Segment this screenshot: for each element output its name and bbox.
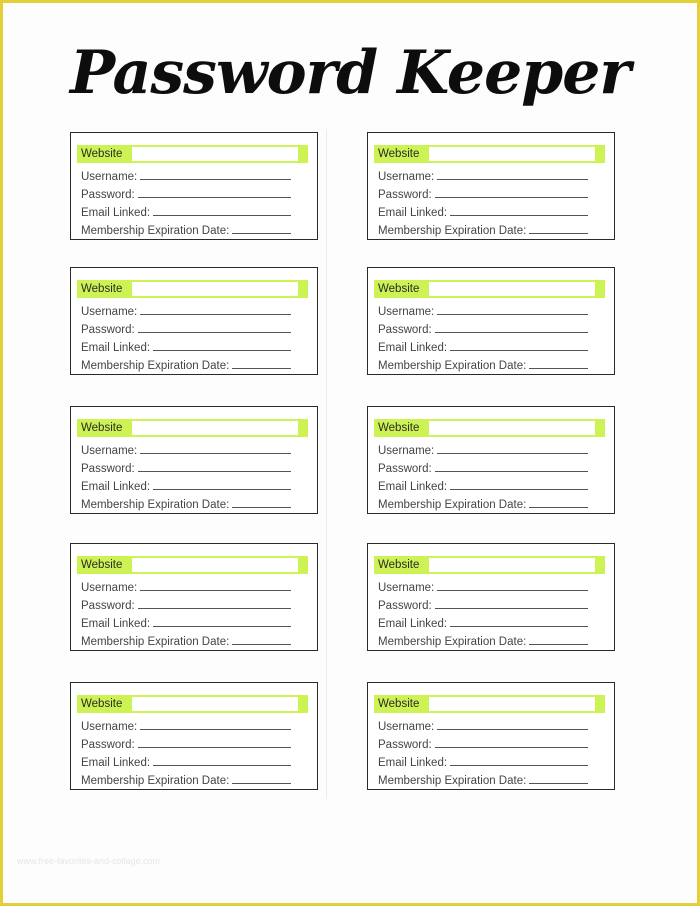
expiration-label: Membership Expiration Date: xyxy=(378,225,527,237)
website-label: Website xyxy=(81,148,123,160)
email-row xyxy=(378,477,588,493)
expiration-row xyxy=(378,356,588,372)
email-label: Email Linked: xyxy=(378,757,448,769)
password-row xyxy=(81,596,291,612)
password-card xyxy=(70,543,318,651)
email-line[interactable] xyxy=(153,765,291,766)
username-line[interactable] xyxy=(140,453,291,454)
password-line[interactable] xyxy=(435,747,588,748)
email-row xyxy=(378,614,588,630)
expiration-line[interactable] xyxy=(529,644,588,645)
email-line[interactable] xyxy=(153,489,291,490)
website-field[interactable] xyxy=(429,147,595,161)
page-title: Password Keeper xyxy=(70,38,630,108)
password-card xyxy=(70,267,318,375)
password-label: Password: xyxy=(378,600,432,612)
website-label: Website xyxy=(81,698,123,710)
password-line[interactable] xyxy=(138,332,291,333)
password-row xyxy=(81,185,291,201)
column-divider xyxy=(326,129,327,799)
email-label: Email Linked: xyxy=(81,207,151,219)
expiration-line[interactable] xyxy=(232,368,291,369)
email-label: Email Linked: xyxy=(378,207,448,219)
expiration-label: Membership Expiration Date: xyxy=(81,360,230,372)
website-label: Website xyxy=(378,148,420,160)
email-label: Email Linked: xyxy=(378,481,448,493)
expiration-label: Membership Expiration Date: xyxy=(378,775,527,787)
password-line[interactable] xyxy=(138,747,291,748)
password-line[interactable] xyxy=(435,608,588,609)
website-bar xyxy=(374,419,605,437)
password-label: Password: xyxy=(81,324,135,336)
website-bar xyxy=(77,419,308,437)
website-bar xyxy=(374,695,605,713)
email-line[interactable] xyxy=(450,626,588,627)
expiration-row xyxy=(81,495,291,511)
email-label: Email Linked: xyxy=(81,618,151,630)
password-card xyxy=(367,267,615,375)
expiration-row xyxy=(378,632,588,648)
username-row xyxy=(378,167,588,183)
username-label: Username: xyxy=(378,171,435,183)
expiration-label: Membership Expiration Date: xyxy=(81,636,230,648)
username-label: Username: xyxy=(81,582,138,594)
expiration-row xyxy=(378,771,588,787)
website-field[interactable] xyxy=(429,697,595,711)
website-field[interactable] xyxy=(132,147,298,161)
password-label: Password: xyxy=(378,739,432,751)
email-row xyxy=(81,203,291,219)
password-line[interactable] xyxy=(435,471,588,472)
website-label: Website xyxy=(378,283,420,295)
username-label: Username: xyxy=(81,306,138,318)
expiration-line[interactable] xyxy=(232,507,291,508)
username-row xyxy=(81,578,291,594)
expiration-row xyxy=(81,771,291,787)
password-line[interactable] xyxy=(435,197,588,198)
username-line[interactable] xyxy=(437,590,588,591)
website-bar xyxy=(77,695,308,713)
username-label: Username: xyxy=(81,171,138,183)
password-label: Password: xyxy=(81,600,135,612)
expiration-line[interactable] xyxy=(529,233,588,234)
website-label: Website xyxy=(81,283,123,295)
username-line[interactable] xyxy=(437,453,588,454)
expiration-row xyxy=(81,356,291,372)
expiration-row xyxy=(378,221,588,237)
password-row xyxy=(81,459,291,475)
password-row xyxy=(378,320,588,336)
password-row xyxy=(81,320,291,336)
email-label: Email Linked: xyxy=(378,618,448,630)
username-line[interactable] xyxy=(437,314,588,315)
email-line[interactable] xyxy=(153,350,291,351)
username-line[interactable] xyxy=(437,179,588,180)
password-row xyxy=(378,735,588,751)
username-row xyxy=(81,167,291,183)
email-row xyxy=(81,477,291,493)
password-card xyxy=(367,543,615,651)
password-row xyxy=(378,596,588,612)
password-row xyxy=(81,735,291,751)
username-label: Username: xyxy=(378,582,435,594)
username-row xyxy=(378,578,588,594)
expiration-label: Membership Expiration Date: xyxy=(81,225,230,237)
email-line[interactable] xyxy=(153,626,291,627)
password-line[interactable] xyxy=(435,332,588,333)
expiration-row xyxy=(81,632,291,648)
website-bar xyxy=(374,280,605,298)
password-label: Password: xyxy=(378,463,432,475)
expiration-label: Membership Expiration Date: xyxy=(378,499,527,511)
website-field[interactable] xyxy=(132,421,298,435)
email-row xyxy=(81,614,291,630)
website-bar xyxy=(77,145,308,163)
email-label: Email Linked: xyxy=(81,481,151,493)
email-line[interactable] xyxy=(450,489,588,490)
username-row xyxy=(378,717,588,733)
email-line[interactable] xyxy=(450,215,588,216)
watermark: www.free-favorites-and-collage.com xyxy=(17,856,161,866)
email-row xyxy=(378,753,588,769)
email-line[interactable] xyxy=(153,215,291,216)
email-label: Email Linked: xyxy=(81,757,151,769)
username-line[interactable] xyxy=(140,314,291,315)
email-row xyxy=(378,338,588,354)
expiration-line[interactable] xyxy=(529,783,588,784)
username-label: Username: xyxy=(378,721,435,733)
password-card xyxy=(70,406,318,514)
email-line[interactable] xyxy=(450,765,588,766)
website-field[interactable] xyxy=(132,558,298,572)
website-field[interactable] xyxy=(132,282,298,296)
expiration-label: Membership Expiration Date: xyxy=(378,360,527,372)
website-label: Website xyxy=(81,422,123,434)
password-row xyxy=(378,459,588,475)
password-label: Password: xyxy=(81,463,135,475)
expiration-row xyxy=(81,221,291,237)
password-card xyxy=(70,132,318,240)
username-label: Username: xyxy=(378,445,435,457)
expiration-label: Membership Expiration Date: xyxy=(81,775,230,787)
website-field[interactable] xyxy=(429,421,595,435)
password-line[interactable] xyxy=(138,608,291,609)
email-line[interactable] xyxy=(450,350,588,351)
password-line[interactable] xyxy=(138,471,291,472)
password-row xyxy=(378,185,588,201)
expiration-row xyxy=(378,495,588,511)
website-bar xyxy=(374,145,605,163)
website-field[interactable] xyxy=(429,558,595,572)
website-bar xyxy=(77,280,308,298)
website-field[interactable] xyxy=(429,282,595,296)
expiration-line[interactable] xyxy=(529,507,588,508)
expiration-label: Membership Expiration Date: xyxy=(378,636,527,648)
username-row xyxy=(81,441,291,457)
password-card xyxy=(367,682,615,790)
password-label: Password: xyxy=(378,324,432,336)
email-label: Email Linked: xyxy=(81,342,151,354)
username-line[interactable] xyxy=(140,590,291,591)
username-line[interactable] xyxy=(140,729,291,730)
website-label: Website xyxy=(81,559,123,571)
email-row xyxy=(81,338,291,354)
password-card xyxy=(367,406,615,514)
password-line[interactable] xyxy=(138,197,291,198)
username-label: Username: xyxy=(81,445,138,457)
username-line[interactable] xyxy=(140,179,291,180)
website-bar xyxy=(77,556,308,574)
password-card xyxy=(70,682,318,790)
website-label: Website xyxy=(378,698,420,710)
website-bar xyxy=(374,556,605,574)
password-label: Password: xyxy=(81,739,135,751)
username-row xyxy=(378,441,588,457)
username-line[interactable] xyxy=(437,729,588,730)
username-row xyxy=(378,302,588,318)
expiration-line[interactable] xyxy=(232,644,291,645)
username-label: Username: xyxy=(81,721,138,733)
email-label: Email Linked: xyxy=(378,342,448,354)
expiration-line[interactable] xyxy=(232,783,291,784)
website-label: Website xyxy=(378,559,420,571)
username-row xyxy=(81,717,291,733)
username-label: Username: xyxy=(378,306,435,318)
expiration-line[interactable] xyxy=(529,368,588,369)
password-label: Password: xyxy=(378,189,432,201)
password-card xyxy=(367,132,615,240)
email-row xyxy=(378,203,588,219)
website-label: Website xyxy=(378,422,420,434)
password-label: Password: xyxy=(81,189,135,201)
expiration-line[interactable] xyxy=(232,233,291,234)
email-row xyxy=(81,753,291,769)
website-field[interactable] xyxy=(132,697,298,711)
username-row xyxy=(81,302,291,318)
expiration-label: Membership Expiration Date: xyxy=(81,499,230,511)
